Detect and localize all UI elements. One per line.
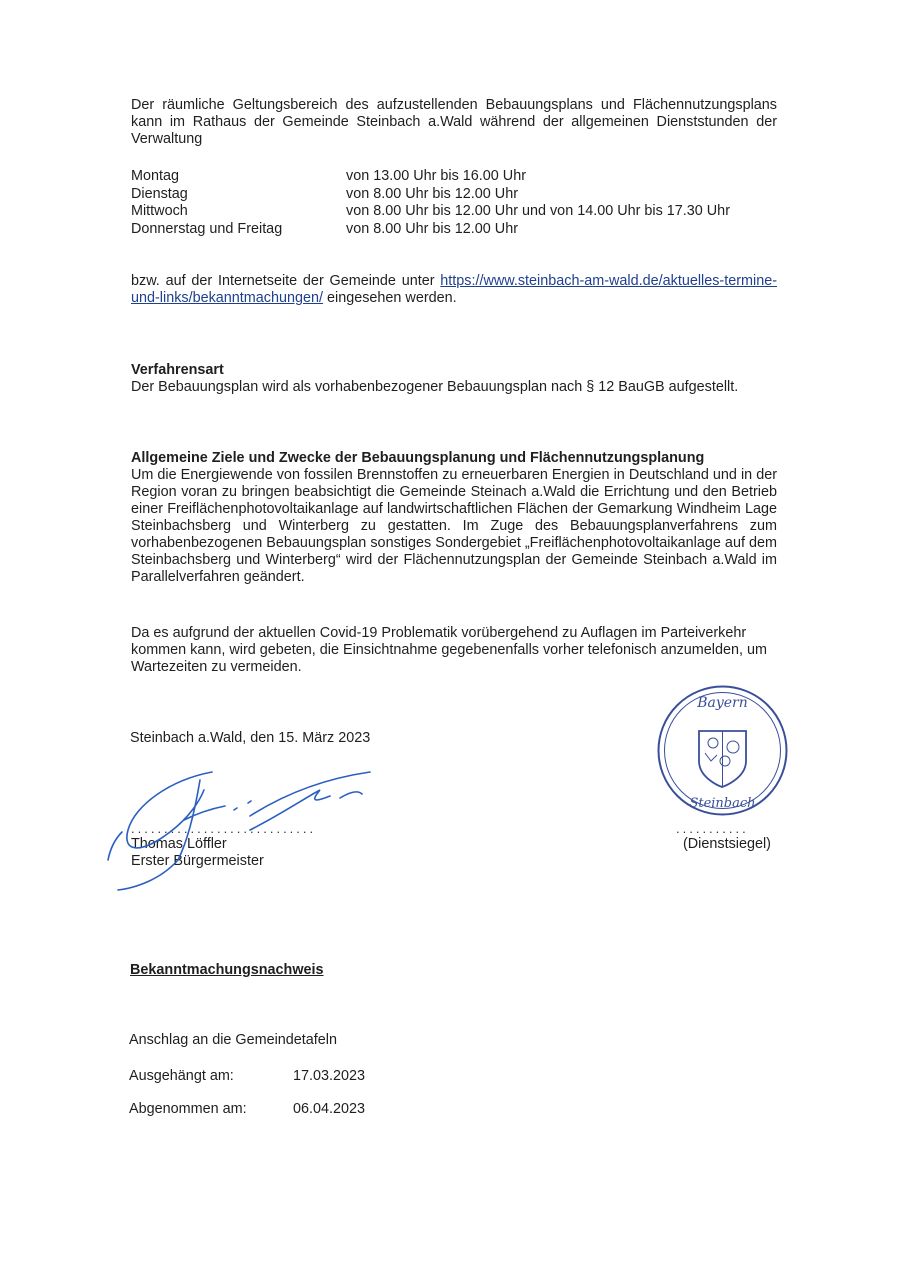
hours-day: Dienstag [131, 185, 188, 202]
official-seal [655, 683, 790, 818]
verfahren-text: Der Bebauungsplan wird als vorhabenbezogener Bebauungsplan nach § 12 BauGB aufgestellt. [131, 379, 739, 395]
mayor-name: Thomas Löffler [131, 836, 227, 852]
abnahme-date: 06.04.2023 [293, 1101, 366, 1117]
covid-paragraph: Da es aufgrund der aktuellen Covid-19 Problematik vorübergehend zu Auflagen im Parteiverkehr kommen kann, wird gebeten, die Einsichtnahme gegebenenfalls vorher telefonisch anzumelden, um Wartezeiten zu vermeiden. [131, 625, 767, 675]
ziele-section [131, 450, 777, 586]
handwritten-signature [100, 760, 400, 900]
hours-time: von 13.00 Uhr bis 16.00 Uhr [346, 168, 526, 184]
mayor-role: Erster Bürgermeister [131, 853, 264, 869]
hours-time: von 8.00 Uhr bis 12.00 Uhr [346, 220, 518, 237]
aushang-date: 17.03.2023 [293, 1068, 366, 1084]
hours-day: Mittwoch [131, 203, 188, 219]
abnahme-label: Abgenommen am: [129, 1101, 247, 1117]
place-date: Steinbach a.Wald, den 15. März 2023 [130, 730, 371, 746]
seal-label: (Dienstsiegel) [683, 836, 771, 852]
bekanntmachungen-link[interactable]: https://www.steinbach-am-wald.de/aktuelles-termine-und-links/bekanntmachungen/ [131, 273, 777, 306]
ziele-text: Um die Energiewende von fossilen Brennstoffen zu erneuerbaren Energien in Deutschland und in der Region voran zu bringen beabsichtigt die Gemeinde Steinach a.Wald die Errichtung und den Betrieb einer Freiflächenphotovoltaikanlage auf landwirtschaftlichen Flächen der Gemarkung Windheim Lage Steinbachsberg und Winterberg zu gestatten. Im Zuge des Bebauungsplanverfahrens zum vorhabenbezogenen Bebauungsplan sonstiges Sondergebiet „Freiflächenphotovoltaikanlage auf dem Steinbachsberg und Winterberg“ wird der Flächennutzungsplan der Gemeinde Steinbach a.Wald im Parallelverfahren geändert. [131, 467, 777, 585]
intro-paragraph: Der räumliche Geltungsbereich des aufzustellenden Bebauungsplans und Flächennutzungsplans kann im Rathaus der Gemeinde Steinbach a.Wald während der allgemeinen Dienststunden der Verwaltung [131, 97, 777, 147]
anschlag-text: Anschlag an die Gemeindetafeln [129, 1032, 338, 1048]
internet-text-before: bzw. auf der Internetseite der Gemeinde unter [131, 273, 441, 289]
nachweis-title: Bekanntmachungsnachweis [130, 962, 324, 978]
verfahren-section [131, 362, 777, 396]
verfahren-title: Verfahrensart [131, 362, 224, 378]
hours-time: von 8.00 Uhr bis 12.00 Uhr und von 14.00 Uhr bis 17.30 Uhr [346, 203, 730, 219]
internet-text-after: eingesehen werden. [323, 290, 457, 306]
abnahme-row [129, 1101, 366, 1118]
seal-line: ........... [676, 821, 749, 836]
hours-time: von 8.00 Uhr bis 12.00 Uhr [346, 185, 518, 202]
ziele-title: Allgemeine Ziele und Zwecke der Bebauungsplanung und Flächennutzungsplanung [131, 450, 705, 466]
hours-day: Donnerstag und Freitag [131, 220, 283, 237]
hours-day: Montag [131, 168, 179, 184]
aushang-label: Ausgehängt am: [129, 1068, 234, 1084]
seal-text-top: Bayern [697, 695, 748, 711]
internet-paragraph [131, 273, 777, 307]
aushang-row [129, 1068, 366, 1085]
seal-text-bottom: Steinbach [689, 796, 756, 811]
signature-line: ............................ [131, 821, 317, 836]
